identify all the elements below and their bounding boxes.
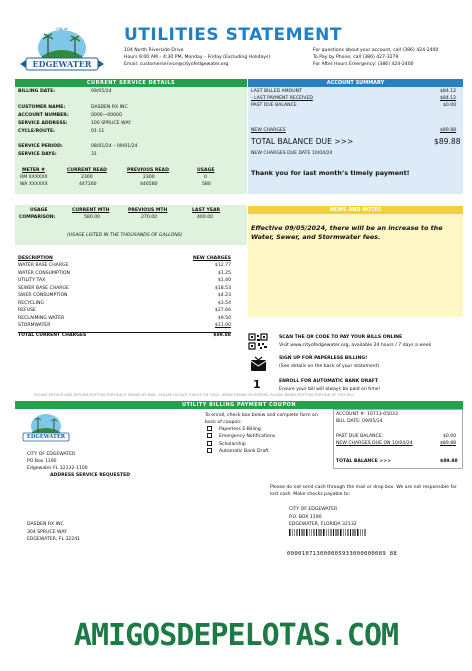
option-paperless[interactable] [207, 426, 275, 433]
charge-row [18, 316, 231, 322]
usage-header-previous: PREVIOUS MTH [128, 208, 168, 213]
charges-header [18, 256, 231, 262]
service-period-value: 08/01/24 – 09/01/24 [91, 144, 138, 149]
meter-header-meter: METER # [22, 168, 45, 173]
meter-header-previous: PREVIOUS READ [127, 168, 169, 173]
header-pay-by-phone: To Pay by Phone, call (386) 427-3279 [313, 55, 399, 60]
usage-header-usage: USAGE [30, 208, 48, 213]
coupon-logo-text: EDGEWATER [26, 434, 66, 440]
usage-row-label: COMPARISON: [19, 215, 56, 220]
header-after-hours: For After Hours Emergency: (386) 424-2400 [313, 62, 414, 67]
charges-desc-header: DESCRIPTION [18, 256, 53, 261]
account-number-value: 0000—00000 [91, 113, 122, 118]
cycle-label: CYCLE/ROUTE: [18, 129, 55, 134]
meter-row-2-current: 447160 [79, 182, 97, 187]
coupon-customer-address [27, 521, 80, 544]
charge-description: SWER CONSUMPTION [18, 293, 68, 299]
service-period-label: SERVICE PERIOD: [18, 144, 63, 149]
promo-paperless-title: SIGN UP FOR PAPERLESS BILLING! [279, 356, 368, 361]
coupon-remit-address [289, 506, 357, 529]
option-bank-draft-label: Automatic Bank Draft [219, 448, 269, 454]
billing-date-label: BILLING DATE: [18, 89, 56, 94]
charge-row [18, 323, 231, 329]
usage-header-last-year: LAST YEAR [192, 208, 221, 213]
coupon-options [207, 426, 275, 455]
header-hours: Hours 9:00 AM – 4:30 PM, Monday – Friday (Excluding Holidays) [124, 55, 271, 60]
charge-description: WATER BASE CHARGE [18, 263, 69, 268]
usage-last-year-value: 400.00 [197, 215, 214, 220]
service-address-value: 100 SPRUCE WAY [91, 121, 131, 126]
meter-row-1-id: RM XXXXXX [20, 175, 48, 180]
charge-row [18, 286, 231, 292]
header-email: Email: customerservice@cityofedgewater.org [124, 62, 229, 67]
option-emergency[interactable] [207, 433, 275, 440]
charge-amount: $27.66 [214, 308, 231, 314]
cycle-value: 01-11 [91, 129, 105, 134]
promo-bank-sub: Ensure your bill will always be paid on time! [279, 387, 381, 392]
last-payment-value: $84.12 [440, 96, 457, 101]
charges-total-value: $89.88 [213, 333, 231, 338]
meter-row-1-current: 2300 [81, 175, 93, 180]
coupon-city-name: CITY OF EDGEWATER [27, 452, 76, 457]
customer-name-value: DASDEN RX INC [91, 105, 128, 110]
coupon-total-value: $89.88 [440, 459, 458, 464]
promo-qr-sub: Visit www.cityofedgewater.org, available 24 hours / 7 days a week [279, 343, 432, 348]
meter-row-2-usage: 580 [202, 182, 211, 187]
charge-amount: $9.50 [217, 315, 231, 321]
meter-row-2-id: WA XXXXXX [20, 182, 48, 187]
header-contact-right [313, 47, 438, 68]
new-charges-label: NEW CHARGES [251, 128, 286, 133]
past-due-label: PAST DUE BALANCE [251, 103, 297, 108]
ocr-scanline: 000010713000005933000000089 88 [287, 551, 398, 557]
charge-description: UTILITY TAX [18, 278, 46, 284]
charge-description: SEWER BASE CHARGE [18, 285, 69, 291]
charge-amount: $11.00 [214, 323, 231, 329]
charge-description: REFUSE [18, 308, 36, 314]
checkbox-scholarship[interactable] [207, 441, 212, 446]
coupon-city-address [27, 451, 88, 473]
meter-row-1-usage: 0 [204, 175, 207, 180]
charge-amount: $3.54 [217, 300, 231, 306]
remit-city: EDGEWATER, FLORIDA 32132 [289, 522, 357, 528]
charge-amount: $4.23 [217, 293, 231, 299]
meter-row-1-previous: 2300 [143, 175, 155, 180]
customer-mail-city: EDGEWATER, FL 32241 [27, 537, 81, 543]
news-text: Effective 09/05/2024, there will be an increase to the Water, Sewer, and Stormwater fees. [251, 224, 443, 241]
total-due-label: TOTAL BALANCE DUE >>> [251, 137, 354, 146]
coupon-po-box: PO Box 1190 [27, 459, 57, 465]
header-question-line: For questions about your account, call (386) 424-2400 [313, 48, 439, 53]
coupon-total-label: TOTAL BALANCE >>> [336, 459, 391, 464]
promo-paperless-sub: (See details on the back of your statement) [279, 364, 380, 369]
charge-amount: $12.77 [214, 263, 231, 268]
coupon-past-due-value: $0.00 [443, 434, 457, 439]
logo-small-text: City of [56, 27, 68, 31]
coupon-heading: UTILITY BILLING PAYMENT COUPON [15, 401, 463, 409]
charge-row [18, 263, 231, 269]
last-billed-value: $84.12 [440, 89, 457, 94]
last-payment-label: - LAST PAYMENT RECEIVED [251, 96, 313, 101]
charge-row [18, 293, 231, 299]
coupon-account-line: ACCOUNT #: 10713-05033 [336, 412, 398, 417]
coupon-bill-date-line: BILL DATE: 09/05/24 [336, 419, 383, 424]
header-address: 104 North Riverside Drive [124, 48, 184, 53]
past-due-value: $0.00 [443, 103, 457, 108]
charge-row [18, 278, 231, 284]
coupon-enroll-text: To enroll, check box below and complete form on back of coupon: [205, 413, 318, 425]
news-heading: NEWS AND NOTES [248, 206, 463, 214]
usage-note: (USAGE LISTED IN THE THOUSANDS OF GALLONS) [67, 233, 183, 238]
charge-description: RECLAIMING WATER [18, 315, 65, 321]
postal-barcode [289, 529, 367, 536]
customer-name-label: CUSTOMER NAME: [18, 105, 66, 110]
option-scholarship[interactable] [207, 441, 275, 448]
details-panel [15, 87, 247, 194]
meter-row-2-previous: 446580 [140, 182, 158, 187]
coupon-new-due-label: NEW CHARGES DUE ON 10/04/24 [336, 441, 413, 446]
page-title: UTILITIES STATEMENT [124, 25, 342, 45]
charge-amount: $1.25 [217, 270, 231, 276]
thank-you-message: Thank you for last month’s timely payment! [251, 169, 410, 177]
coupon-logo [18, 412, 74, 444]
remit-box: P.O. BOX 1190 [289, 514, 322, 520]
charges-total-row [18, 333, 231, 339]
charge-row [18, 301, 231, 307]
address-service-requested: ADDRESS SERVICE REQUESTED [50, 473, 131, 478]
option-paperless-label: Paperless E-Billing [219, 427, 261, 432]
detach-note: PLEASE DETACH AND RETURN BOTTOM PORTION IF PAYING BY MAIL. PLEASE DO NOT STAPLE OR FOLD. WHEN PAYING IN PERSON, PLEASE BRING BOTTOM PORTION OF THIS BILL [34, 393, 355, 397]
city-logo [18, 26, 106, 74]
charge-row [18, 308, 231, 314]
charges-total-label: TOTAL CURRENT CHARGES [18, 333, 87, 338]
promo-qr-title: SCAN THE QR CODE TO PAY YOUR BILLS ONLINE [279, 335, 403, 340]
customer-mail-name: DASDEN RX INC [27, 522, 64, 527]
due-date: NEW CHARGES DUE DATE 10/04/24 [251, 151, 333, 156]
remit-name: CITY OF EDGEWATER [289, 507, 338, 512]
coupon-new-due-value: $89.88 [440, 441, 457, 446]
option-scholarship-label: Scholarship [219, 441, 246, 447]
checkbox-bank-draft[interactable] [207, 448, 212, 453]
coupon-city-zip: Edgewater FL 32132-1100 [27, 466, 88, 472]
usage-current-value: 580.00 [84, 215, 101, 220]
coupon-past-due-label: PAST DUE BALANCE: [336, 434, 384, 439]
service-days-label: SERVICE DAYS: [18, 152, 57, 157]
meter-header-current: CURRENT READ [67, 168, 107, 173]
meter-header-usage: USAGE [197, 168, 215, 173]
coupon-cash-note: Please do not send cash through the mail or drop box. We are not responsible for lost cash. Make checks payable to: [270, 485, 457, 498]
total-due-value: $89.88 [434, 137, 461, 146]
account-number-label: ACCOUNT NUMBER: [18, 113, 69, 118]
service-days-value: 31 [91, 152, 97, 157]
charge-description: STORMWATER [18, 323, 51, 329]
header-contact-left [124, 47, 270, 68]
charge-amount: $1.40 [217, 278, 231, 284]
bank-draft-icon: 1 [253, 378, 261, 391]
charge-description: WATER CONSUMPTION [18, 270, 70, 276]
checkbox-emergency[interactable] [207, 433, 212, 438]
charge-description: RECYCLING [18, 300, 44, 306]
qr-code-icon [248, 333, 268, 350]
last-billed-label: LAST BILLED AMOUNT [251, 89, 302, 94]
option-emergency-label: Emergency Notifications [219, 434, 276, 440]
promo-bank-title: ENROLL FOR AUTOMATIC BANK DRAFT [279, 379, 379, 384]
summary-heading: ACCOUNT SUMMARY [248, 79, 463, 87]
logo-text: EDGEWATER [32, 59, 92, 69]
usage-header-current: CURRENT MTH [72, 208, 110, 213]
envelope-icon [250, 355, 267, 372]
checkbox-paperless[interactable] [207, 426, 212, 431]
charge-row [18, 271, 231, 277]
service-address-label: SERVICE ADDRESS: [18, 121, 68, 126]
details-heading: CURRENT SERVICE DETAILS [15, 79, 247, 87]
charges-new-header: NEW CHARGES [192, 256, 231, 261]
footer-brand: AMIGOSDEPELOTAS.COM [73, 618, 399, 653]
option-bank-draft[interactable] [207, 448, 275, 455]
usage-previous-value: 270.00 [141, 215, 158, 220]
customer-mail-street: 304 SPRUCE WAY [27, 529, 67, 535]
new-charges-value: $89.88 [440, 128, 457, 133]
billing-date-value: 09/05/24 [91, 89, 112, 94]
charge-amount: $18.53 [214, 285, 231, 291]
